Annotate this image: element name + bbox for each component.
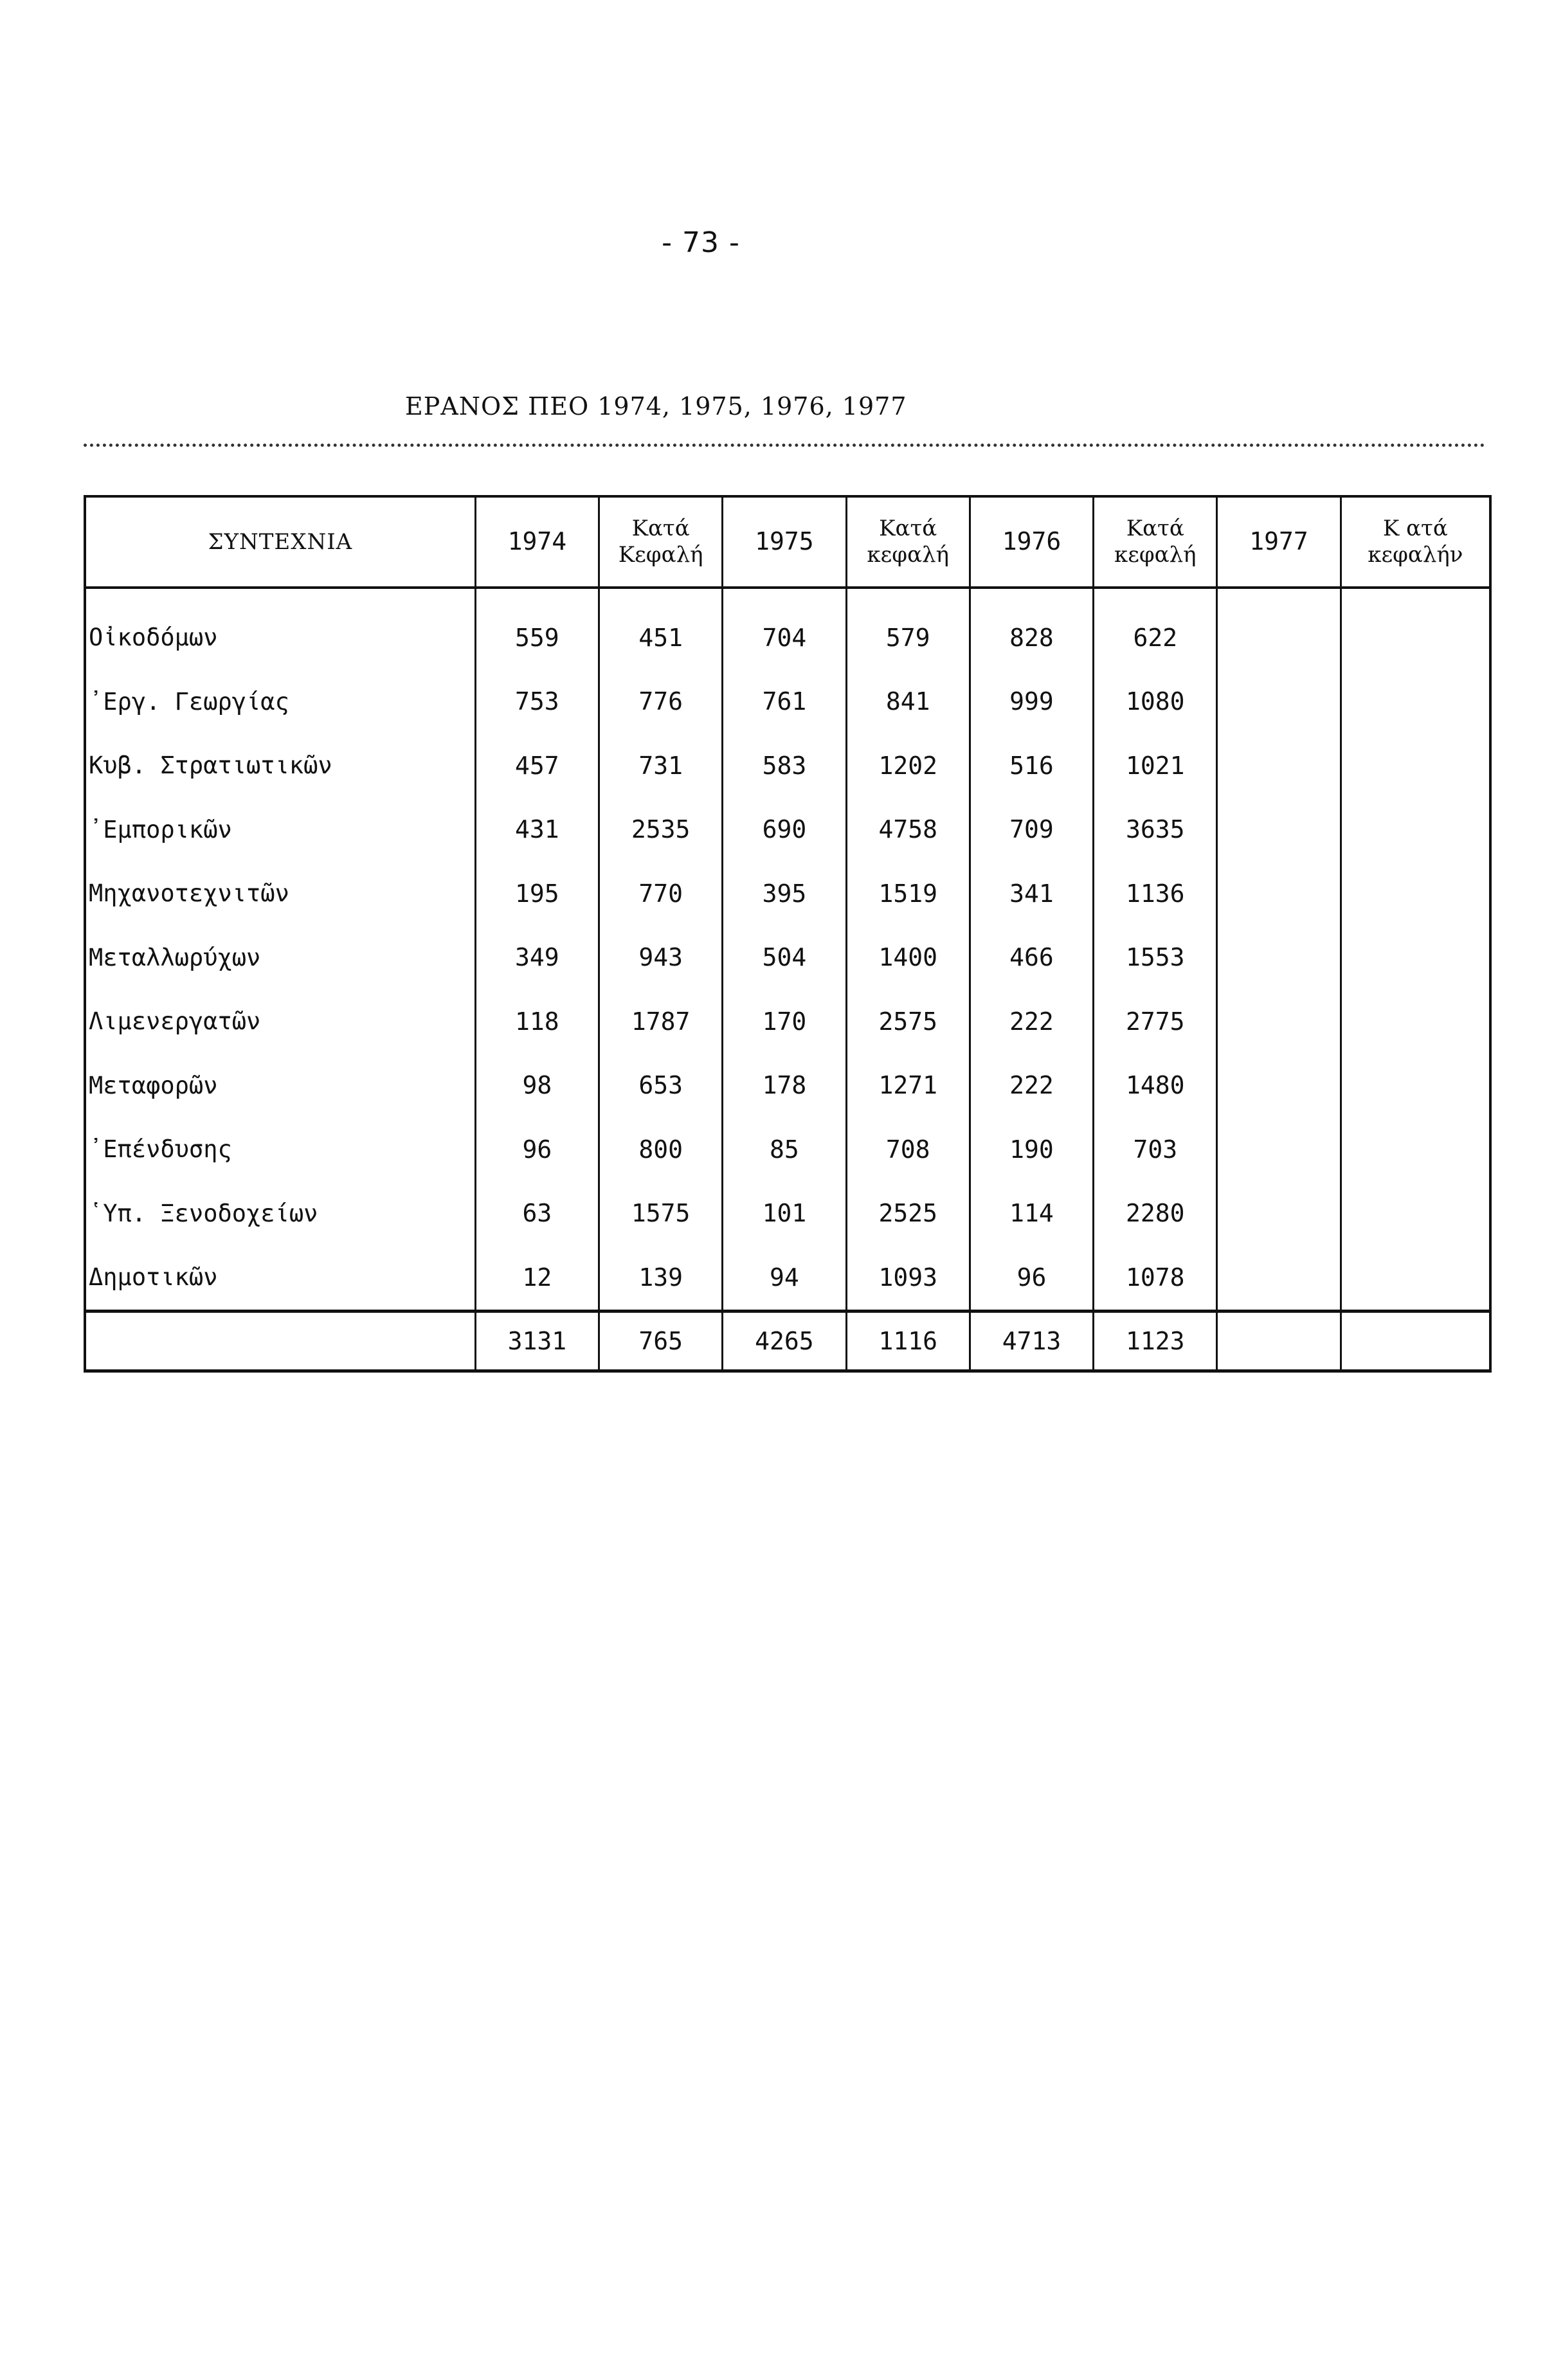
table-cell: 2535 — [599, 798, 723, 862]
table-spacer-row — [85, 588, 1490, 606]
table-cell — [1341, 606, 1490, 670]
union-name: Λιμενεργατῶν — [89, 1007, 261, 1036]
table-cell: 3635 — [1094, 798, 1217, 862]
table-row — [85, 1054, 1490, 1118]
table-cell: 1136 — [1094, 861, 1217, 926]
table-row — [85, 989, 1490, 1054]
table-cell: 516 — [970, 734, 1093, 798]
table-cell: 139 — [599, 1245, 723, 1311]
table-cell: 709 — [970, 798, 1093, 862]
table-row — [85, 861, 1490, 926]
table-cell — [1341, 1117, 1490, 1182]
total-cell: 4713 — [970, 1311, 1093, 1371]
page-number: - 73 - — [662, 226, 740, 259]
total-cell: 1116 — [846, 1311, 970, 1371]
header-1974: 1974 — [475, 496, 599, 588]
contributions-table — [84, 495, 1492, 1373]
table-row — [85, 606, 1490, 670]
table-cell: 2280 — [1094, 1182, 1217, 1246]
table-cell — [1341, 734, 1490, 798]
table-cell: 999 — [970, 670, 1093, 734]
table-cell: 708 — [846, 1117, 970, 1182]
totals-row — [85, 1311, 1490, 1371]
table-cell — [1341, 1245, 1490, 1311]
table-cell: 195 — [475, 861, 599, 926]
totals-label — [85, 1311, 475, 1371]
table-cell — [1217, 989, 1341, 1054]
table-cell: 451 — [599, 606, 723, 670]
table-cell: 1271 — [846, 1054, 970, 1118]
table-row — [85, 734, 1490, 798]
table-cell: 96 — [475, 1117, 599, 1182]
union-name: Οἰκοδόμων — [89, 624, 218, 652]
table-cell: 190 — [970, 1117, 1093, 1182]
table-cell: 559 — [475, 606, 599, 670]
table-row — [85, 798, 1490, 862]
table-cell — [1217, 798, 1341, 862]
table-cell: 118 — [475, 989, 599, 1054]
table-cell: 1480 — [1094, 1054, 1217, 1118]
total-cell — [1217, 1311, 1341, 1371]
table-cell — [1341, 670, 1490, 734]
union-name: ῾Υπ. Ξενοδοχείων — [89, 1199, 318, 1227]
table-row — [85, 670, 1490, 734]
table-cell: 828 — [970, 606, 1093, 670]
table-cell: 690 — [723, 798, 846, 862]
table-cell — [1217, 734, 1341, 798]
table-cell — [1341, 1182, 1490, 1246]
table-cell: 1519 — [846, 861, 970, 926]
table-cell: 63 — [475, 1182, 599, 1246]
total-cell: 4265 — [723, 1311, 846, 1371]
table-row — [85, 1182, 1490, 1246]
table-header-row — [85, 496, 1490, 588]
table-cell: 731 — [599, 734, 723, 798]
table-cell — [1341, 989, 1490, 1054]
table-cell: 1080 — [1094, 670, 1217, 734]
table-row — [85, 1117, 1490, 1182]
table-cell — [1341, 798, 1490, 862]
table-cell: 583 — [723, 734, 846, 798]
table-cell: 101 — [723, 1182, 846, 1246]
table-row — [85, 926, 1490, 990]
union-name: ᾿Εμπορικῶν — [89, 815, 232, 843]
table-cell — [1217, 1245, 1341, 1311]
table-cell — [1217, 670, 1341, 734]
table-cell — [1217, 1054, 1341, 1118]
table-cell — [1341, 861, 1490, 926]
table-cell: 2575 — [846, 989, 970, 1054]
table-cell: 94 — [723, 1245, 846, 1311]
header-per-capita-1974: Κατά Κεφαλή — [599, 496, 723, 588]
table-cell — [1217, 1182, 1341, 1246]
table-cell — [1341, 1054, 1490, 1118]
total-cell — [1341, 1311, 1490, 1371]
table-cell: 96 — [970, 1245, 1093, 1311]
union-name: ᾿Εργ. Γεωργίας — [89, 687, 289, 716]
total-cell: 3131 — [475, 1311, 599, 1371]
document-title: ΕΡΑΝΟΣ ΠΕΟ 1974, 1975, 1976, 1977 — [405, 392, 907, 420]
table-cell: 12 — [475, 1245, 599, 1311]
table-cell: 98 — [475, 1054, 599, 1118]
header-1977: 1977 — [1217, 496, 1341, 588]
total-cell: 765 — [599, 1311, 723, 1371]
table-cell: 114 — [970, 1182, 1093, 1246]
table-cell: 341 — [970, 861, 1093, 926]
table-cell: 466 — [970, 926, 1093, 990]
union-name: Μεταλλωρύχων — [89, 943, 261, 971]
table-cell: 800 — [599, 1117, 723, 1182]
table-cell: 943 — [599, 926, 723, 990]
total-cell: 1123 — [1094, 1311, 1217, 1371]
table-cell: 776 — [599, 670, 723, 734]
table-cell: 349 — [475, 926, 599, 990]
union-name: Δημοτικῶν — [85, 1245, 475, 1311]
table-cell: 1400 — [846, 926, 970, 990]
header-per-capita-1975: Κατά κεφαλή — [846, 496, 970, 588]
table-cell — [1217, 1117, 1341, 1182]
table-cell: 1202 — [846, 734, 970, 798]
table-cell: 653 — [599, 1054, 723, 1118]
table-cell — [1217, 606, 1341, 670]
table-cell: 1787 — [599, 989, 723, 1054]
table-cell: 579 — [846, 606, 970, 670]
header-1976: 1976 — [970, 496, 1093, 588]
table-cell: 770 — [599, 861, 723, 926]
table-cell: 2775 — [1094, 989, 1217, 1054]
table-cell: 753 — [475, 670, 599, 734]
table-cell — [1217, 926, 1341, 990]
union-name: Κυβ. Στρατιωτικῶν — [89, 752, 332, 780]
table-cell — [1217, 861, 1341, 926]
header-per-capita-1977: Κ ατά κεφαλήν — [1341, 496, 1490, 588]
table-cell: 178 — [723, 1054, 846, 1118]
header-union: ΣΥΝΤΕΧΝΙΑ — [85, 496, 475, 588]
table-cell: 1553 — [1094, 926, 1217, 990]
table-cell: 222 — [970, 989, 1093, 1054]
table-cell: 704 — [723, 606, 846, 670]
table-row — [85, 1245, 1490, 1311]
table-cell: 170 — [723, 989, 846, 1054]
table-cell: 395 — [723, 861, 846, 926]
table-cell: 841 — [846, 670, 970, 734]
union-name: Μηχανοτεχνιτῶν — [89, 879, 289, 908]
table-cell: 504 — [723, 926, 846, 990]
table-cell — [1341, 926, 1490, 990]
table-cell: 622 — [1094, 606, 1217, 670]
table-cell: 1021 — [1094, 734, 1217, 798]
table-cell: 2525 — [846, 1182, 970, 1246]
table-cell: 1575 — [599, 1182, 723, 1246]
header-per-capita-1976: Κατά κεφαλή — [1094, 496, 1217, 588]
table-cell: 761 — [723, 670, 846, 734]
table-cell: 85 — [723, 1117, 846, 1182]
table-cell: 222 — [970, 1054, 1093, 1118]
union-name: Μεταφορῶν — [89, 1071, 218, 1099]
table-cell: 703 — [1094, 1117, 1217, 1182]
table-cell: 4758 — [846, 798, 970, 862]
header-1975: 1975 — [723, 496, 846, 588]
union-name: ᾿Επένδυσης — [89, 1135, 232, 1164]
table-cell: 457 — [475, 734, 599, 798]
table-cell: 1078 — [1094, 1245, 1217, 1311]
dotted-rule — [84, 444, 1485, 447]
table-cell: 431 — [475, 798, 599, 862]
table-cell: 1093 — [846, 1245, 970, 1311]
